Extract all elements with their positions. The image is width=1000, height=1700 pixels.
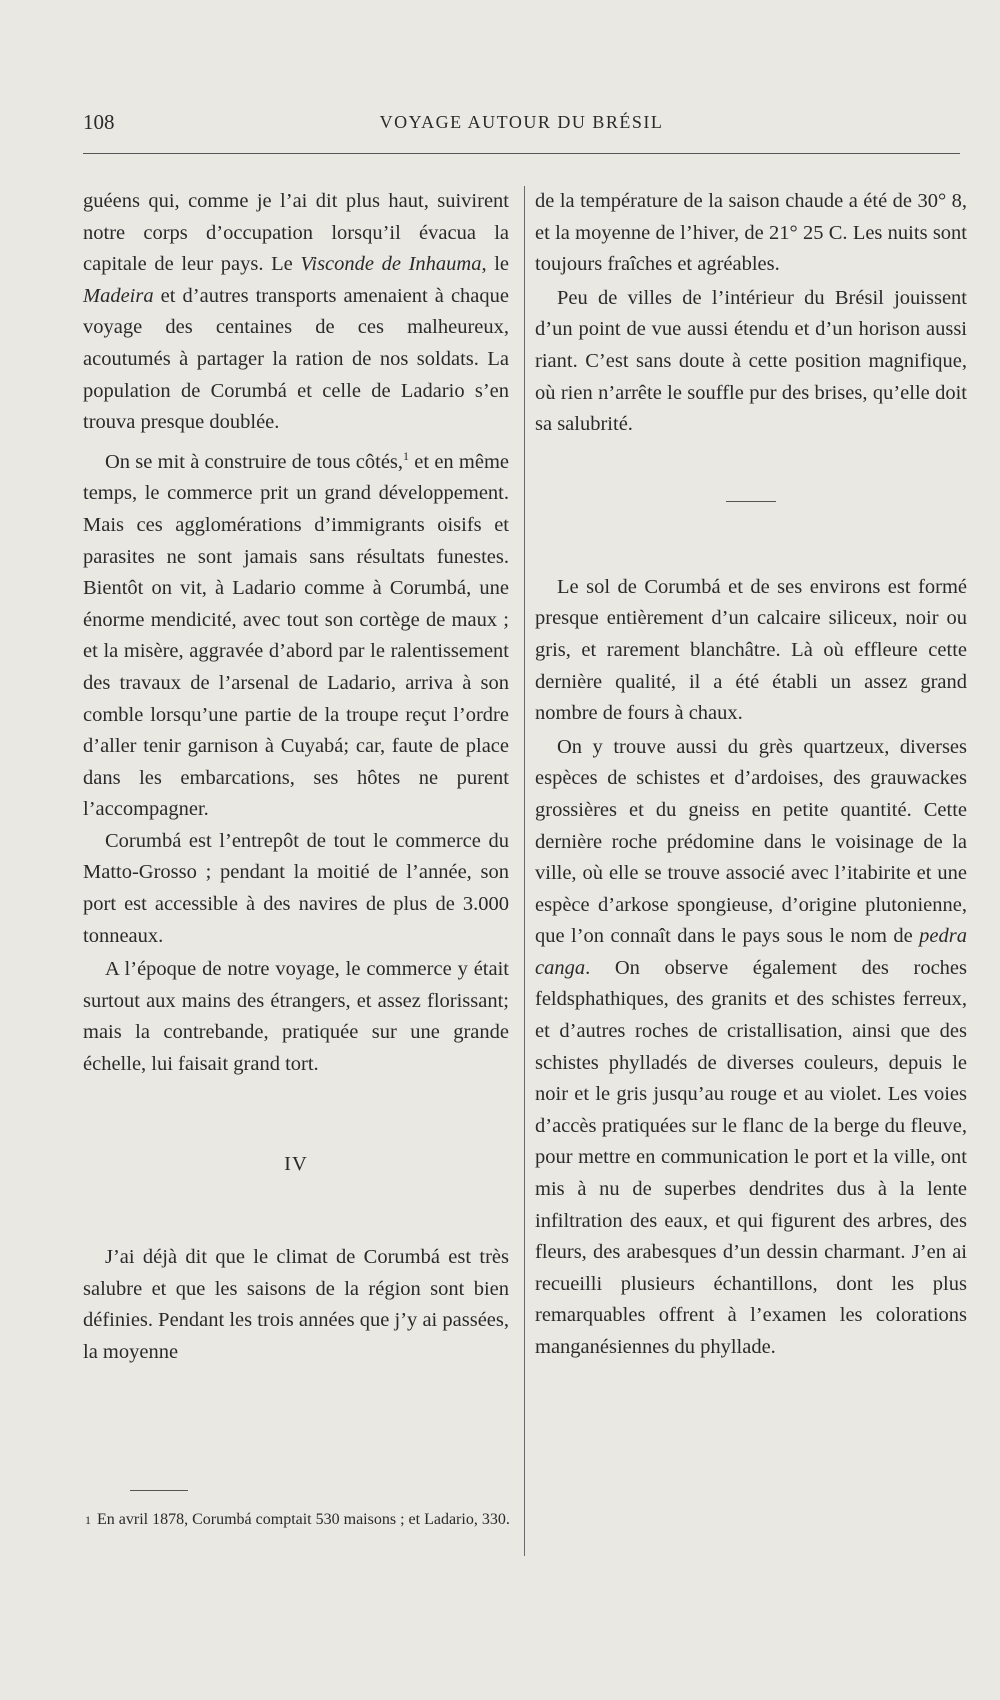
paragraph: Peu de villes de l’intérieur du Brésil jouissent d’un point de vue aussi étendu et d’un horison aussi riant. C’est sans doute à cette position magnifique, où rien n’arrête le souffle pur des brises, qu’elle doit sa salubrité. <box>535 286 967 436</box>
paragraph: A l’époque de notre voyage, le commerce y était surtout aux mains des étrangers, et assez florissant; mais la contrebande, pratiquée sur une grande échelle, lui faisait grand tort. <box>83 958 509 1076</box>
section-separator <box>726 501 776 502</box>
paragraph: de la température de la saison chaude a été de 30° 8, et la moyenne de l’hiver, de 21° 25 C. Les nuits sont toujours fraîches et agréables. <box>535 190 967 276</box>
paragraph: On se mit à construire de tous côtés,$^1$ et en même temps, le commerce prit un grand développement. Mais ces agglomérations d’immigrants oisifs et parasites ne sont jamais sans résultats funestes. Bientôt on vit, à Ladario comme à Corumbá, une énorme mendicité, avec tout son cortège de maux ; et la misère, aggravée d’abord par le ralentissement des travaux de l’arsenal de Ladario, arriva à son comble lorsqu’une partie de la troupe reçut l’ordre d’aller tenir garnison à Cuyabá; car, faute de place dans les embarcations, ses hôtes ne purent l’accompagner. <box>83 448 510 821</box>
paragraph: On y trouve aussi du grès quartzeux, diverses espèces de schistes et d’ardoises, des grauwackes grossières et du gneiss en petite quantité. Cette dernière roche prédomine dans le voisinage de la ville, où elle se trouve associé avec l’itabirite et une espèce d’arkose spongieuse, d’origine plutonienne, que l’on connaît dans le pays sous le nom de pedra canga. On observe également des roches feldsphathiques, des granits et des schistes ferreux, et d’autres roches de cristallisation, ainsi que des schistes phylladés de diverses couleurs, depuis le noir et le gris jusqu’au rouge et au violet. Les voies d’accès pratiquées sur le flanc de la berge du fleuve, pour mettre en communication le port et la ville, ont mis à nu de superbes dendrites dus à la lente infiltration des eaux, et qui figurent des arbres, des fleurs, des arabesques d’un dessin charmant. J’en ai recueilli plusieurs échantillons, dont les plus remarquables offrent à l’examen les colorations manganésiennes du phyllade. <box>535 735 967 1358</box>
column-divider <box>524 186 525 1556</box>
section-number: IV <box>284 1152 308 1175</box>
footnote-reference: 1 <box>403 448 410 463</box>
footnote <box>85 1508 513 1532</box>
right-column <box>535 186 967 1364</box>
page-number: 108 <box>83 110 115 134</box>
footnote-number: 1 <box>85 1513 91 1527</box>
left-column <box>83 186 509 1369</box>
paragraph: Le sol de Corumbá et de ses environs est formé presque entièrement d’un calcaire siliceux, noir ou gris, et rarement blanchâtre. Là où effleure cette dernière qualité, il a été établi un assez grand nombre de fours à chaux. <box>535 575 967 725</box>
footnote-rule <box>130 1490 188 1491</box>
running-title: VOYAGE AUTOUR DU BRÉSIL <box>379 112 664 132</box>
rock-term: pedra canga <box>535 925 967 979</box>
paragraph: guéens qui, comme je l’ai dit plus haut, suivirent notre corps d’occupation lorsqu’il évacua la capitale de leur pays. Le Visconde de Inhauma, le Madeira et d’autres transports amenaient à chaque voyage des centaines de ces malheureux, acoutumés à partager la ration de nos soldats. La population de Corumbá et celle de Ladario s’en trouva presque doublée. <box>83 190 510 434</box>
footnote-text: En avril 1878, Corumbá comptait 530 maisons ; et Ladario, 330. <box>97 1511 510 1528</box>
ship-name: Visconde de Inhauma <box>300 253 482 276</box>
running-head <box>83 110 960 138</box>
ship-name: Madeira <box>83 284 154 307</box>
header-rule <box>83 153 960 154</box>
paragraph: Corumbá est l’entrepôt de tout le commerce du Matto-Grosso ; pendant la moitié de l’année, son port est accessible à des navires de plus de 3.000 tonneaux. <box>83 829 509 947</box>
paragraph: J’ai déjà dit que le climat de Corumbá est très salubre et que les saisons de la région sont bien définies. Pendant les trois années que j’y ai passées, la moyenne <box>83 1246 509 1363</box>
